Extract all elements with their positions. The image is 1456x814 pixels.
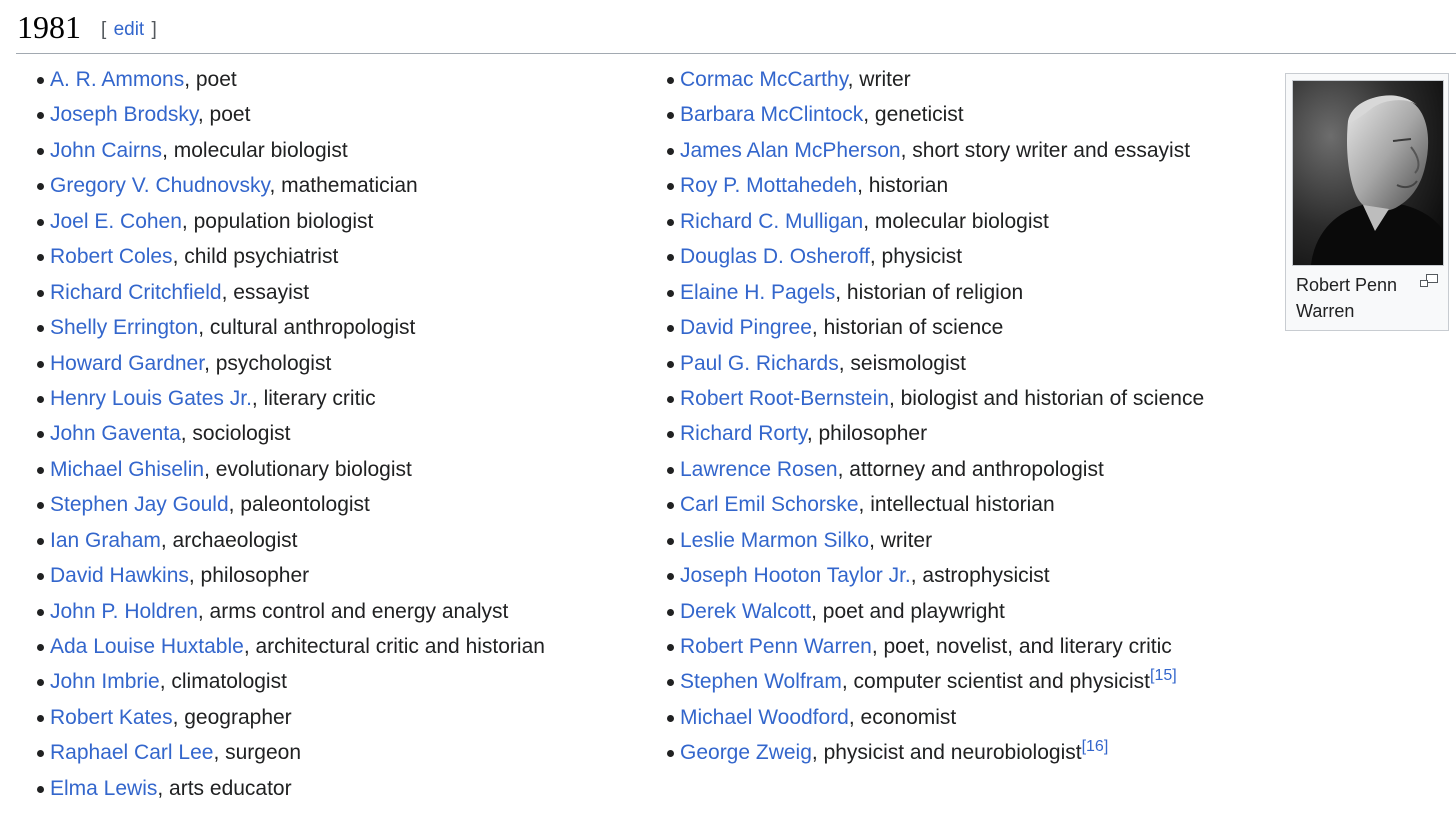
list-item <box>666 62 1266 97</box>
person-description: , poet, novelist, and literary critic <box>871 635 1172 658</box>
bullet-icon <box>667 431 674 438</box>
person-link[interactable]: Raphael Carl Lee <box>50 741 214 765</box>
bullet-icon <box>37 431 44 438</box>
reference-superscript <box>1082 738 1109 755</box>
list-item <box>666 452 1266 487</box>
person-link[interactable]: Joseph Brodsky <box>50 103 198 127</box>
person-description: , writer <box>869 528 933 552</box>
list-item <box>666 204 1266 239</box>
person-description: , geographer <box>172 705 292 729</box>
person-description: , molecular biologist <box>162 138 348 162</box>
person-link[interactable]: Stephen Wolfram <box>680 670 842 694</box>
list-item <box>36 310 636 345</box>
list-item <box>36 62 636 97</box>
person-description: , molecular biologist <box>863 209 1049 233</box>
person-link[interactable]: Robert Penn Warren <box>680 635 872 658</box>
bullet-icon <box>667 219 674 226</box>
reference-link[interactable]: [16] <box>1081 738 1109 756</box>
list-item <box>666 629 1266 664</box>
list-item <box>36 771 636 806</box>
person-link[interactable]: Robert Coles <box>50 245 173 269</box>
person-link[interactable]: Ada Louise Huxtable <box>50 635 244 658</box>
list-item <box>666 133 1266 168</box>
person-description: , computer scientist and physicist <box>841 670 1150 694</box>
person-description: , population biologist <box>181 209 374 233</box>
list-item <box>36 629 636 664</box>
person-description: , historian of religion <box>835 280 1024 304</box>
image-thumbnail <box>1285 73 1449 331</box>
bullet-icon <box>37 361 44 368</box>
person-link[interactable]: Elma Lewis <box>50 776 158 800</box>
list-item <box>666 239 1266 274</box>
bullet-icon <box>37 679 44 686</box>
bullet-icon <box>667 644 674 651</box>
person-description: , cultural anthropologist <box>198 316 416 340</box>
person-description: , poet <box>184 68 237 91</box>
list-item <box>36 275 636 310</box>
bullet-icon <box>37 183 44 190</box>
list-item <box>36 452 636 487</box>
list-item <box>666 275 1266 310</box>
person-link[interactable]: John Cairns <box>50 138 163 162</box>
person-description: , historian <box>857 174 949 198</box>
person-link[interactable]: George Zweig <box>680 741 812 765</box>
section-title: 1981 <box>17 9 81 45</box>
recipients-list-column-2 <box>666 62 1266 771</box>
person-description: , essayist <box>221 280 310 304</box>
bullet-icon <box>667 254 674 261</box>
person-description: , physicist <box>869 245 963 269</box>
person-link[interactable]: Barbara McClintock <box>680 103 864 127</box>
person-link[interactable]: Derek Walcott <box>680 599 812 623</box>
person-link[interactable]: Robert Kates <box>50 705 173 729</box>
person-description: , attorney and anthropologist <box>837 457 1104 481</box>
person-description: , biologist and historian of science <box>888 386 1205 410</box>
person-link[interactable]: Ian Graham <box>50 528 161 552</box>
list-item <box>666 523 1266 558</box>
person-link[interactable]: David Pingree <box>680 316 812 340</box>
list-item <box>666 310 1266 345</box>
person-description: , evolutionary biologist <box>204 457 412 481</box>
bullet-icon <box>667 77 674 84</box>
person-link[interactable]: Howard Gardner <box>50 351 205 375</box>
person-description: , archaeologist <box>160 528 298 552</box>
bullet-icon <box>37 290 44 297</box>
bullet-icon <box>37 77 44 84</box>
person-description: , psychologist <box>204 351 332 375</box>
list-item <box>666 700 1266 735</box>
person-link[interactable]: Douglas D. Osheroff <box>680 245 870 269</box>
person-description: , child psychiatrist <box>172 245 339 269</box>
edit-bracket-open: [ <box>101 19 107 40</box>
person-link[interactable]: Leslie Marmon Silko <box>680 528 870 552</box>
list-item <box>36 381 636 416</box>
list-item <box>36 664 636 699</box>
list-item <box>36 239 636 274</box>
list-item <box>666 416 1266 451</box>
person-link[interactable]: Lawrence Rosen <box>680 457 838 481</box>
person-link[interactable]: James Alan McPherson <box>680 138 901 162</box>
person-description: , paleontologist <box>228 493 370 517</box>
list-item <box>36 97 636 132</box>
bullet-icon <box>37 750 44 757</box>
bullet-icon <box>667 112 674 119</box>
list-item <box>666 664 1266 699</box>
bullet-icon <box>37 148 44 155</box>
list-item <box>36 700 636 735</box>
bullet-icon <box>667 290 674 297</box>
person-link[interactable]: Michael Woodford <box>680 705 849 729</box>
person-link[interactable]: Robert Root-Bernstein <box>680 386 889 410</box>
person-link[interactable]: Henry Louis Gates Jr. <box>50 386 252 410</box>
bullet-icon <box>667 396 674 403</box>
person-link[interactable]: Roy P. Mottahedeh <box>680 174 858 198</box>
bullet-icon <box>667 609 674 616</box>
person-description: , arts educator <box>157 776 292 800</box>
list-item <box>36 558 636 593</box>
person-description: , sociologist <box>180 422 291 446</box>
bullet-icon <box>667 148 674 155</box>
person-description: , poet <box>197 103 251 127</box>
list-item <box>36 168 636 203</box>
thumbnail-caption: Robert Penn Warren <box>1296 275 1398 321</box>
person-description: , historian of science <box>811 316 1004 340</box>
edit-bracket-close: ] <box>151 19 157 40</box>
person-link[interactable]: Joel E. Cohen <box>50 209 182 233</box>
bullet-icon <box>37 644 44 651</box>
bullet-icon <box>37 467 44 474</box>
person-link[interactable]: David Hawkins <box>50 564 189 588</box>
person-link[interactable]: Michael Ghiselin <box>50 457 205 481</box>
person-link[interactable]: John Gaventa <box>50 422 181 446</box>
person-description: , writer <box>847 68 911 91</box>
list-item <box>666 735 1266 770</box>
person-description: , short story writer and essayist <box>900 138 1191 162</box>
person-link[interactable]: John P. Holdren <box>50 599 198 623</box>
bullet-icon <box>37 325 44 332</box>
bullet-icon <box>667 467 674 474</box>
person-link[interactable]: Cormac McCarthy <box>680 68 848 91</box>
bullet-icon <box>37 396 44 403</box>
bullet-icon <box>667 715 674 722</box>
list-item <box>36 416 636 451</box>
person-link[interactable]: A. R. Ammons <box>50 68 185 91</box>
bullet-icon <box>37 502 44 509</box>
bullet-icon <box>667 183 674 190</box>
reference-link[interactable]: [15] <box>1150 667 1177 685</box>
bullet-icon <box>667 573 674 580</box>
list-item <box>36 735 636 770</box>
person-description: , seismologist <box>838 351 966 375</box>
person-link[interactable]: Richard Critchfield <box>50 280 222 304</box>
reference-superscript <box>1150 667 1177 684</box>
bullet-icon <box>667 750 674 757</box>
person-description: , intellectual historian <box>858 493 1055 517</box>
list-item <box>36 346 636 381</box>
person-link[interactable]: John Imbrie <box>50 670 160 694</box>
person-description: , physicist and neurobiologist <box>811 741 1082 765</box>
list-item <box>666 594 1266 629</box>
list-item <box>36 594 636 629</box>
bullet-icon <box>37 609 44 616</box>
bullet-icon <box>667 502 674 509</box>
bullet-icon <box>37 786 44 793</box>
person-description: , surgeon <box>213 741 301 765</box>
person-description: , climatologist <box>159 670 287 694</box>
bullet-icon <box>37 538 44 545</box>
bullet-icon <box>37 112 44 119</box>
person-description: , literary critic <box>251 386 376 410</box>
list-item <box>666 487 1266 522</box>
person-link[interactable]: Carl Emil Schorske <box>680 493 859 517</box>
portrait-photo[interactable] <box>1292 80 1444 266</box>
person-description: , mathematician <box>269 174 418 198</box>
list-item <box>666 381 1266 416</box>
edit-section-link-group <box>101 19 157 41</box>
list-item <box>36 204 636 239</box>
person-description: , arms control and energy analyst <box>197 599 509 623</box>
person-description: , architectural critic and historian <box>243 635 545 658</box>
bullet-icon <box>667 679 674 686</box>
list-item <box>666 558 1266 593</box>
list-item <box>666 97 1266 132</box>
section-heading <box>16 0 1456 54</box>
list-item <box>36 133 636 168</box>
person-link[interactable]: Richard Rorty <box>680 422 807 446</box>
person-description: , poet and playwright <box>811 599 1005 623</box>
recipients-list-column-1 <box>36 62 636 806</box>
bullet-icon <box>667 538 674 545</box>
list-item <box>36 523 636 558</box>
bullet-icon <box>37 219 44 226</box>
person-link[interactable]: Joseph Hooton Taylor Jr. <box>680 564 911 588</box>
bullet-icon <box>37 715 44 722</box>
bullet-icon <box>37 254 44 261</box>
person-description: , philosopher <box>188 564 310 588</box>
person-link[interactable]: Richard C. Mulligan <box>680 209 864 233</box>
list-item <box>36 487 636 522</box>
person-description: , geneticist <box>863 103 964 127</box>
list-item <box>666 168 1266 203</box>
person-description: , philosopher <box>806 422 928 446</box>
person-description: , astrophysicist <box>910 564 1050 588</box>
bullet-icon <box>667 325 674 332</box>
person-link[interactable]: Gregory V. Chudnovsky <box>50 174 270 198</box>
list-item <box>666 346 1266 381</box>
person-link[interactable]: Shelly Errington <box>50 316 199 340</box>
bullet-icon <box>667 361 674 368</box>
edit-section-link[interactable]: edit <box>113 19 145 40</box>
person-link[interactable]: Stephen Jay Gould <box>50 493 229 517</box>
enlarge-icon[interactable] <box>1420 274 1438 288</box>
person-description: , economist <box>848 705 957 729</box>
bullet-icon <box>37 573 44 580</box>
person-link[interactable]: Paul G. Richards <box>680 351 839 375</box>
person-link[interactable]: Elaine H. Pagels <box>680 280 836 304</box>
